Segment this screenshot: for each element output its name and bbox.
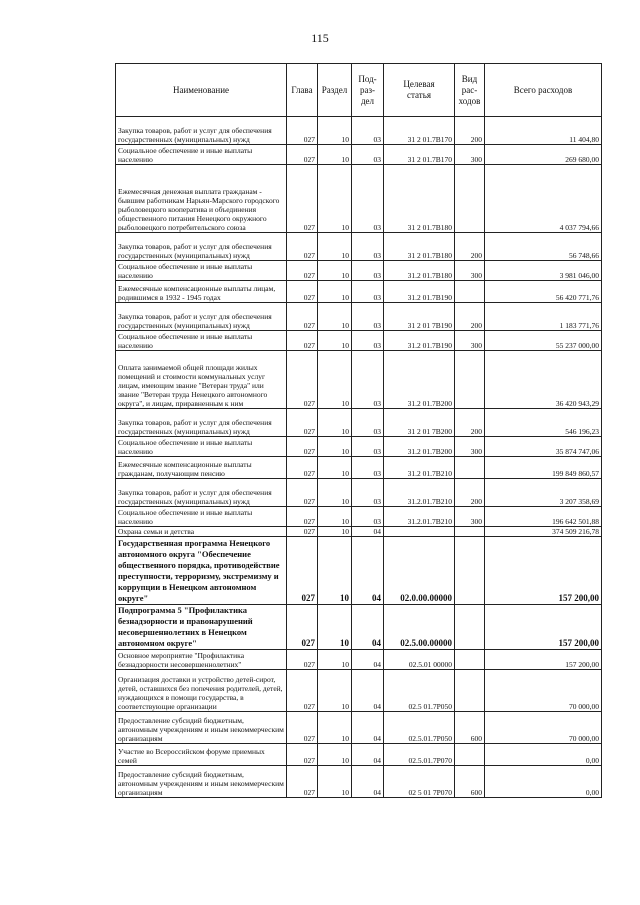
row-glava: 027 (287, 650, 318, 670)
row-podrazdel: 04 (352, 766, 384, 798)
header-name: Наименование (116, 64, 287, 117)
table-row (116, 507, 602, 527)
row-vid-rashodov: 300 (455, 507, 485, 527)
table-row (116, 281, 602, 303)
row-cel-statya: 31.2 01.7В200 (384, 437, 455, 457)
row-name: Закупка товаров, работ и услуг для обеспечения государственных (муниципальных) нужд (116, 233, 287, 261)
row-cel-statya: 02.0.00.00000 (384, 537, 455, 605)
row-name: Социальное обеспечение и иные выплаты населению (116, 331, 287, 351)
table-row (116, 744, 602, 766)
row-razdel: 10 (318, 233, 352, 261)
row-razdel: 10 (318, 261, 352, 281)
row-glava: 027 (287, 670, 318, 712)
row-glava: 027 (287, 233, 318, 261)
row-vid-rashodov: 200 (455, 117, 485, 145)
row-razdel: 10 (318, 537, 352, 605)
row-vid-rashodov (455, 650, 485, 670)
row-podrazdel: 03 (352, 457, 384, 479)
row-cel-statya: 31 2 01 7В200 (384, 409, 455, 437)
row-glava: 027 (287, 527, 318, 537)
row-podrazdel: 04 (352, 650, 384, 670)
table-row (116, 605, 602, 650)
row-razdel: 10 (318, 437, 352, 457)
row-total: 11 404,80 (485, 117, 602, 145)
row-cel-statya: 02.5.01.7Р050 (384, 712, 455, 744)
row-name: Социальное обеспечение и иные выплаты населению (116, 261, 287, 281)
row-glava: 027 (287, 507, 318, 527)
row-name: Оплата занимаемой общей площади жилых помещений и стоимости коммунальных услуг лицам, имеющим звание "Ветеран труда" или звание "Ветеран труда Ненецкого автономного округа", и лицам, приравненным к ним (116, 351, 287, 409)
row-podrazdel: 03 (352, 145, 384, 165)
row-glava: 027 (287, 409, 318, 437)
row-name: Основное мероприятие "Профилактика безнадзорности несовершеннолетних" (116, 650, 287, 670)
table-row (116, 650, 602, 670)
page-number: 115 (311, 31, 329, 45)
table-row (116, 165, 602, 233)
expenditure-table (115, 63, 602, 798)
row-cel-statya: 31.2.01.7В210 (384, 507, 455, 527)
row-razdel: 10 (318, 766, 352, 798)
row-cel-statya: 31.2 01.7В180 (384, 261, 455, 281)
row-vid-rashodov: 600 (455, 712, 485, 744)
table-row (116, 303, 602, 331)
row-podrazdel: 03 (352, 233, 384, 261)
header-cel-statya: Целевая статья (384, 64, 455, 117)
row-cel-statya: 31.2 01.7В210 (384, 457, 455, 479)
row-razdel: 10 (318, 165, 352, 233)
table-row (116, 145, 602, 165)
row-name: Социальное обеспечение и иные выплаты населению (116, 145, 287, 165)
row-podrazdel: 04 (352, 605, 384, 650)
row-podrazdel: 03 (352, 281, 384, 303)
row-glava: 027 (287, 281, 318, 303)
row-glava: 027 (287, 331, 318, 351)
row-name: Предоставление субсидий бюджетным, автономным учреждениям и иным некоммерческим организациям (116, 712, 287, 744)
row-vid-rashodov (455, 165, 485, 233)
row-razdel: 10 (318, 145, 352, 165)
header-podrazdel: Под- раз- дел (352, 64, 384, 117)
row-total: 157 200,00 (485, 650, 602, 670)
row-cel-statya: 02.5.01 00000 (384, 650, 455, 670)
row-vid-rashodov: 600 (455, 766, 485, 798)
row-vid-rashodov: 200 (455, 409, 485, 437)
table-row (116, 351, 602, 409)
row-podrazdel: 04 (352, 712, 384, 744)
row-total: 196 642 501,88 (485, 507, 602, 527)
table-row (116, 409, 602, 437)
header-razdel: Раздел (318, 64, 352, 117)
table-row (116, 766, 602, 798)
row-glava: 027 (287, 712, 318, 744)
row-glava: 027 (287, 117, 318, 145)
row-vid-rashodov (455, 670, 485, 712)
row-podrazdel: 04 (352, 537, 384, 605)
row-razdel: 10 (318, 281, 352, 303)
row-total: 35 874 747,06 (485, 437, 602, 457)
row-razdel: 10 (318, 507, 352, 527)
row-razdel: 10 (318, 457, 352, 479)
row-razdel: 10 (318, 479, 352, 507)
row-cel-statya: 31 2 01.7В170 (384, 145, 455, 165)
row-name: Участие во Всероссийском форуме приемных семей (116, 744, 287, 766)
row-razdel: 10 (318, 331, 352, 351)
row-glava: 027 (287, 145, 318, 165)
row-name: Закупка товаров, работ и услуг для обеспечения государственных (муниципальных) нужд (116, 409, 287, 437)
row-vid-rashodov: 300 (455, 437, 485, 457)
row-name: Закупка товаров, работ и услуг для обеспечения государственных (муниципальных) нужд (116, 479, 287, 507)
row-podrazdel: 03 (352, 303, 384, 331)
row-podrazdel: 04 (352, 670, 384, 712)
row-total: 374 509 216,78 (485, 527, 602, 537)
row-total: 199 849 860,57 (485, 457, 602, 479)
row-vid-rashodov: 200 (455, 303, 485, 331)
row-name: Предоставление субсидий бюджетным, автономным учреждениям и иным некоммерческим организациям (116, 766, 287, 798)
row-podrazdel: 03 (352, 507, 384, 527)
row-vid-rashodov: 300 (455, 331, 485, 351)
row-name: Подпрограмма 5 "Профилактика безнадзорности и правонарушений несовершеннолетних в Ненецком автономном округе" (116, 605, 287, 650)
row-total: 546 196,23 (485, 409, 602, 437)
row-podrazdel: 04 (352, 744, 384, 766)
row-razdel: 10 (318, 744, 352, 766)
row-name: Закупка товаров, работ и услуг для обеспечения государственных (муниципальных) нужд (116, 117, 287, 145)
row-name: Ежемесячная денежная выплата гражданам - бывшим работникам Нарьян-Марского городского рыболовецкого кооператива и объединения общественного питания Ненецкого окружного рыболовецкого потребительского союза (116, 165, 287, 233)
row-razdel: 10 (318, 670, 352, 712)
row-name: Ежемесячные компенсационные выплаты лицам, родившимся в 1932 - 1945 годах (116, 281, 287, 303)
row-total: 36 420 943,29 (485, 351, 602, 409)
row-razdel: 10 (318, 409, 352, 437)
row-total: 56 748,66 (485, 233, 602, 261)
header-total: Всего расходов (485, 64, 602, 117)
row-razdel: 10 (318, 303, 352, 331)
row-vid-rashodov (455, 744, 485, 766)
row-vid-rashodov (455, 351, 485, 409)
row-total: 3 981 046,00 (485, 261, 602, 281)
table-row (116, 261, 602, 281)
table-row (116, 331, 602, 351)
row-cel-statya (384, 527, 455, 537)
table-row (116, 117, 602, 145)
row-total: 269 680,00 (485, 145, 602, 165)
row-cel-statya: 31 2 01 7В190 (384, 303, 455, 331)
row-razdel: 10 (318, 117, 352, 145)
row-podrazdel: 03 (352, 165, 384, 233)
row-cel-statya: 02.5.00.00000 (384, 605, 455, 650)
row-glava: 027 (287, 457, 318, 479)
row-total: 3 207 358,69 (485, 479, 602, 507)
row-name: Охрана семьи и детства (116, 527, 287, 537)
row-podrazdel: 03 (352, 261, 384, 281)
row-glava: 027 (287, 744, 318, 766)
row-total: 0,00 (485, 766, 602, 798)
row-vid-rashodov: 300 (455, 145, 485, 165)
row-total: 70 000,00 (485, 670, 602, 712)
table-row (116, 457, 602, 479)
header-glava: Глава (287, 64, 318, 117)
row-podrazdel: 03 (352, 331, 384, 351)
row-total: 1 183 771,76 (485, 303, 602, 331)
row-total: 0,00 (485, 744, 602, 766)
row-total: 157 200,00 (485, 537, 602, 605)
row-podrazdel: 04 (352, 527, 384, 537)
row-podrazdel: 03 (352, 479, 384, 507)
row-total: 157 200,00 (485, 605, 602, 650)
row-glava: 027 (287, 766, 318, 798)
row-vid-rashodov (455, 537, 485, 605)
row-cel-statya: 02 5 01 7Р070 (384, 766, 455, 798)
row-razdel: 10 (318, 351, 352, 409)
row-total: 4 037 794,66 (485, 165, 602, 233)
row-glava: 027 (287, 261, 318, 281)
row-total: 70 000,00 (485, 712, 602, 744)
row-razdel: 10 (318, 605, 352, 650)
row-vid-rashodov (455, 281, 485, 303)
row-glava: 027 (287, 165, 318, 233)
table-row (116, 527, 602, 537)
row-vid-rashodov (455, 527, 485, 537)
row-name: Организация доставки и устройство детей-сирот, детей, оставшихся без попечения родителей, детей, нуждающихся в помощи государства, в соответствующие организации (116, 670, 287, 712)
row-glava: 027 (287, 479, 318, 507)
row-cel-statya: 31 2 01.7В170 (384, 117, 455, 145)
table-row (116, 537, 602, 605)
table-row (116, 437, 602, 457)
row-name: Государственная программа Ненецкого автономного округа "Обеспечение общественного порядка, противодействие преступности, терроризму, экстремизму и коррупции в Ненецком автономном округе" (116, 537, 287, 605)
table-row (116, 479, 602, 507)
row-cel-statya: 31 2 01.7В180 (384, 233, 455, 261)
row-glava: 027 (287, 351, 318, 409)
row-razdel: 10 (318, 650, 352, 670)
table-row (116, 712, 602, 744)
row-cel-statya: 31.2 01.7В200 (384, 351, 455, 409)
row-cel-statya: 31.2 01.7В190 (384, 281, 455, 303)
row-vid-rashodov (455, 457, 485, 479)
row-name: Закупка товаров, работ и услуг для обеспечения государственных (муниципальных) нужд (116, 303, 287, 331)
row-podrazdel: 03 (352, 409, 384, 437)
table-header-row (116, 64, 602, 117)
row-cel-statya: 02.5 01.7Р050 (384, 670, 455, 712)
table-row (116, 233, 602, 261)
row-glava: 027 (287, 437, 318, 457)
table-row (116, 670, 602, 712)
row-vid-rashodov: 200 (455, 233, 485, 261)
row-podrazdel: 03 (352, 437, 384, 457)
row-total: 56 420 771,76 (485, 281, 602, 303)
row-glava: 027 (287, 605, 318, 650)
row-podrazdel: 03 (352, 351, 384, 409)
row-glava: 027 (287, 537, 318, 605)
row-name: Ежемесячные компенсационные выплаты гражданам, получающим пенсию (116, 457, 287, 479)
row-name: Социальное обеспечение и иные выплаты населению (116, 437, 287, 457)
table-body (116, 117, 602, 798)
row-name: Социальное обеспечение и иные выплаты населению (116, 507, 287, 527)
row-cel-statya: 31.2 01.7В190 (384, 331, 455, 351)
row-vid-rashodov: 300 (455, 261, 485, 281)
row-glava: 027 (287, 303, 318, 331)
row-cel-statya: 02.5.01.7Р070 (384, 744, 455, 766)
row-total: 55 237 000,00 (485, 331, 602, 351)
row-vid-rashodov: 200 (455, 479, 485, 507)
row-cel-statya: 31 2 01.7В180 (384, 165, 455, 233)
row-cel-statya: 31.2.01.7В210 (384, 479, 455, 507)
row-vid-rashodov (455, 605, 485, 650)
row-razdel: 10 (318, 527, 352, 537)
row-razdel: 10 (318, 712, 352, 744)
header-vid-rashodov: Вид рас- ходов (455, 64, 485, 117)
row-podrazdel: 03 (352, 117, 384, 145)
